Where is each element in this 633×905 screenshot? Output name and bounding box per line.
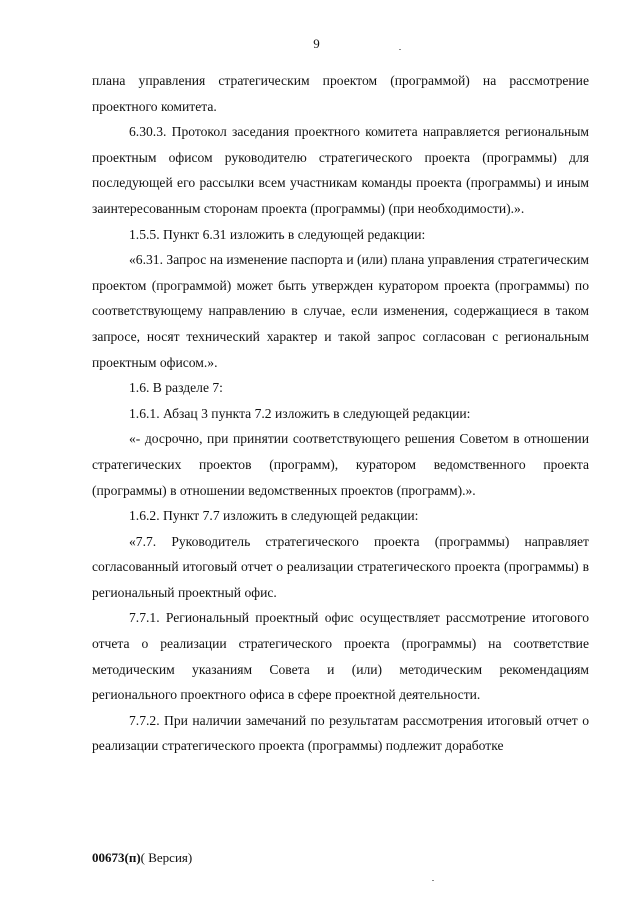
paragraph: 1.6. В разделе 7: bbox=[129, 380, 223, 396]
paragraph: «6.31. Запрос на изменение паспорта и (или) плана управления стратегическим проектом (программой) может быть утвержден куратором проекта (программы) по соответствующему направлению в случае, если изменения, содержащиеся в таком запросе, носят технический характер и такой запрос согласован с региональным проектным офисом.». bbox=[92, 252, 589, 370]
scan-speck bbox=[432, 880, 434, 881]
page-number: 9 bbox=[313, 36, 320, 51]
document-body bbox=[92, 68, 589, 759]
paragraph: 1.6.2. Пункт 7.7 изложить в следующей редакции: bbox=[129, 508, 419, 524]
scan-speck bbox=[399, 49, 401, 50]
paragraph: 1.5.5. Пункт 6.31 изложить в следующей редакции: bbox=[129, 226, 426, 242]
paragraph: 1.6.1. Абзац 3 пункта 7.2 изложить в следующей редакции: bbox=[129, 405, 471, 421]
paragraph: «- досрочно, при принятии соответствующего решения Советом в отношении стратегических проектов (программ), куратором ведомственного проекта (программы) в отношении ведомственных проектов (программ).». bbox=[92, 431, 589, 498]
paragraph: 7.7.1. Региональный проектный офис осуществляет рассмотрение итогового отчета о реализации стратегического проекта (программы) на соответствие методическим указаниям Совета и (или) методическим рекомендациям регионального проектного офиса в сфере проектной деятельности. bbox=[92, 610, 589, 703]
document-version: ( Версия) bbox=[140, 850, 193, 865]
paragraph: плана управления стратегическим проектом (программой) на рассмотрение проектного комитета. bbox=[92, 73, 589, 114]
paragraph: 7.7.2. При наличии замечаний по результатам рассмотрения итоговый отчет о реализации стратегического проекта (программы) подлежит доработке bbox=[92, 712, 589, 754]
paragraph: 6.30.3. Протокол заседания проектного комитета направляется региональным проектным офисом руководителю стратегического проекта (программы) для последующей его рассылки всем участникам команды проекта (программы) и иным заинтересованным сторонам проекта (программы) (при необходимости).». bbox=[92, 124, 589, 216]
document-code: 00673(п) bbox=[92, 850, 141, 865]
document-footer bbox=[92, 850, 192, 866]
paragraph: «7.7. Руководитель стратегического проекта (программы) направляет согласованный итоговый отчет о реализации стратегического проекта (программы) в региональный проектный офис. bbox=[92, 533, 589, 600]
